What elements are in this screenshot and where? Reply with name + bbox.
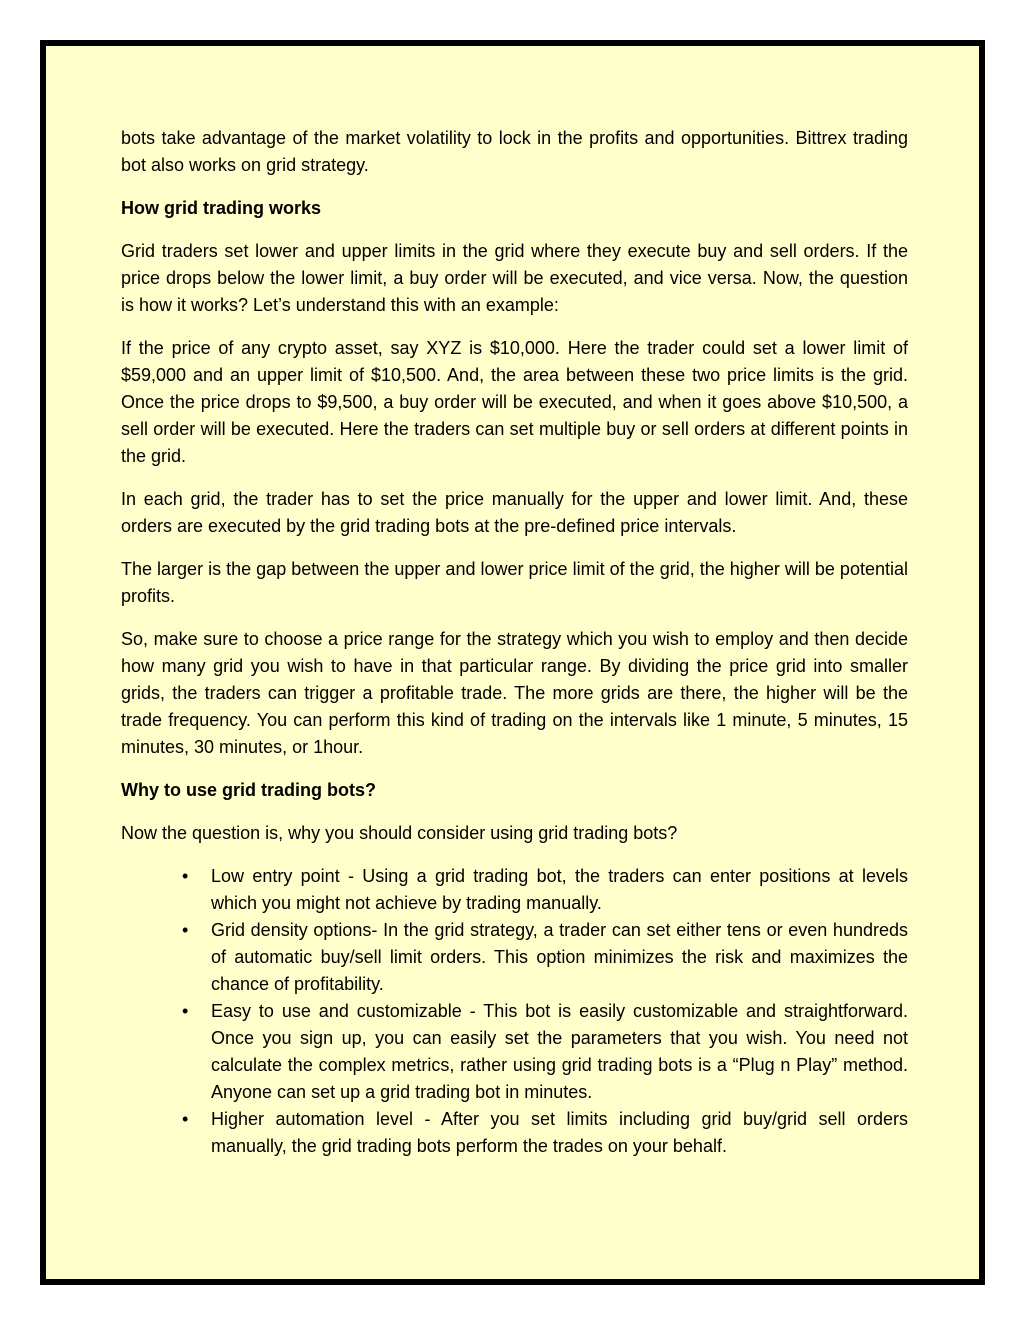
bullet-icon: • [182, 1001, 189, 1021]
bullet-icon: • [182, 866, 189, 886]
grid-limits-paragraph: Grid traders set lower and upper limits in the grid where they execute buy and sell orders. If the price drops below the lower limit, a buy order will be executed, and vice versa. Now, the question is how it works? Let’s understand this with an example: [121, 241, 908, 315]
list-item-text: Grid density options- In the grid strategy, a trader can set either tens or even hundreds of automatic buy/sell limit orders. This option minimizes the risk and maximizes the chance of profitability. [211, 920, 908, 994]
question-paragraph: Now the question is, why you should consider using grid trading bots? [121, 823, 678, 843]
gap-paragraph: The larger is the gap between the upper and lower price limit of the grid, the higher will be potential profits. [121, 559, 908, 606]
page-frame [40, 40, 985, 1285]
list-item-text: Higher automation level - After you set limits including grid buy/grid sell orders manually, the grid trading bots perform the trades on your behalf. [211, 1109, 908, 1156]
example-paragraph: If the price of any crypto asset, say XYZ is $10,000. Here the trader could set a lower limit of $59,000 and an upper limit of $10,500. And, the area between these two price limits is the grid. Once the price drops to $9,500, a buy order will be executed, and when it goes above $10,500, a sell order will be executed. Here the traders can set multiple buy or sell orders at different points in the grid. [121, 338, 908, 466]
price-range-paragraph: So, make sure to choose a price range for the strategy which you wish to employ and then decide how many grid you wish to have in that particular range. By dividing the price grid into smaller grids, the traders can trigger a profitable trade. The more grids are there, the higher will be the trade frequency. You can perform this kind of trading on the intervals like 1 minute, 5 minutes, 15 minutes, 30 minutes, or 1hour. [121, 629, 908, 757]
list-item-text: Low entry point - Using a grid trading bot, the traders can enter positions at levels which you might not achieve by trading manually. [211, 866, 908, 913]
bullet-icon: • [182, 920, 189, 940]
list-item [182, 998, 908, 1106]
document-body [121, 125, 908, 1160]
list-item [182, 863, 908, 917]
bullet-icon: • [182, 1109, 189, 1129]
manual-price-paragraph: In each grid, the trader has to set the price manually for the upper and lower limit. And, these orders are executed by the grid trading bots at the pre-defined price intervals. [121, 489, 908, 536]
intro-paragraph: bots take advantage of the market volatility to lock in the profits and opportunities. Bittrex trading bot also works on grid strategy. [121, 128, 908, 175]
section-heading-why-use-grid-bots: Why to use grid trading bots? [121, 780, 376, 800]
list-item [182, 917, 908, 998]
section-heading-how-grid-trading-works: How grid trading works [121, 198, 322, 218]
list-item [182, 1106, 908, 1160]
benefits-list [121, 863, 908, 1160]
list-item-text: Easy to use and customizable - This bot is easily customizable and straightforward. Once you sign up, you can easily set the parameters that you wish. You need not calculate the complex metrics, rather using grid trading bots is a “Plug n Play” method. Anyone can set up a grid trading bot in minutes. [211, 1001, 908, 1102]
